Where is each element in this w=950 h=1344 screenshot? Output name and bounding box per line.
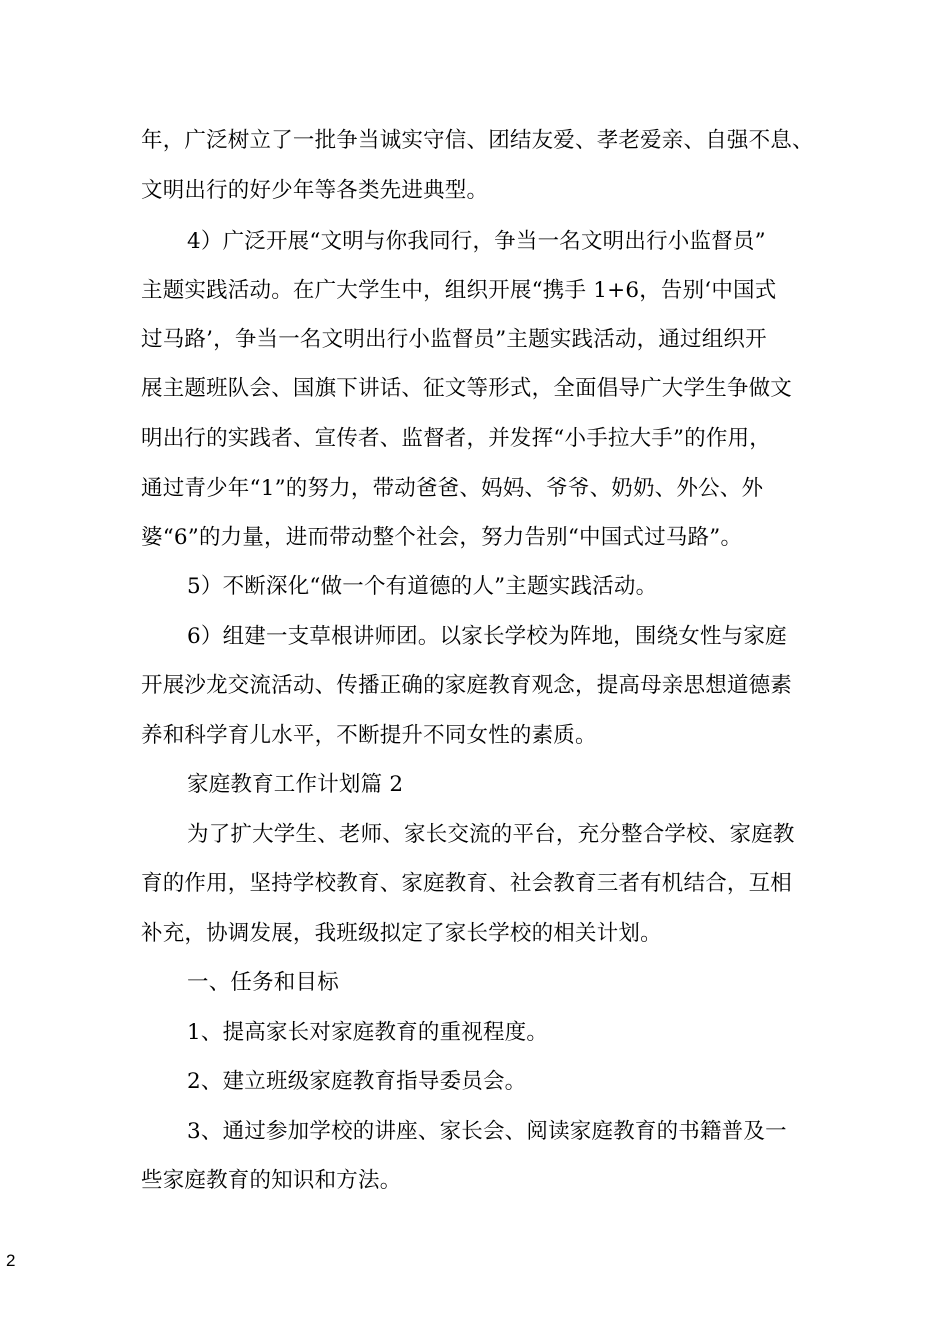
text-line: 展主题班队会、国旗下讲话、征文等形式，全面倡导广大学生争做文 (141, 376, 793, 401)
page-number: 2 (6, 1251, 16, 1270)
text-line: 3、通过参加学校的讲座、家长会、阅读家庭教育的书籍普及一 (187, 1119, 787, 1144)
text-line: 主题实践活动。在广大学生中，组织开展“携手 1+6，告别‘中国式 (141, 278, 777, 303)
text-line: 6）组建一支草根讲师团。以家长学校为阵地，围绕女性与家庭 (187, 624, 787, 649)
text-line: 些家庭教育的知识和方法。 (141, 1168, 402, 1193)
text-line: 4）广泛开展“文明与你我同行，争当一名文明出行小监督员” (187, 229, 766, 254)
text-line: 婆“6”的力量，进而带动整个社会，努力告别“中国式过马路”。 (141, 525, 743, 550)
text-line: 补充，协调发展，我班级拟定了家长学校的相关计划。 (141, 921, 662, 946)
subsection-heading: 一、任务和目标 (187, 970, 339, 995)
text-line: 2、建立班级家庭教育指导委员会。 (187, 1069, 527, 1094)
text-line: 5）不断深化“做一个有道德的人”主题实践活动。 (187, 574, 658, 599)
text-line: 为了扩大学生、老师、家长交流的平台，充分整合学校、家庭教 (187, 822, 795, 847)
text-line: 过马路’，争当一名文明出行小监督员”主题实践活动，通过组织开 (141, 327, 767, 352)
text-line: 通过青少年“1”的努力，带动爸爸、妈妈、爷爷、奶奶、外公、外 (141, 476, 764, 501)
text-line: 文明出行的好少年等各类先进典型。 (141, 178, 489, 203)
section-heading: 家庭教育工作计划篇 2 (187, 772, 404, 797)
text-line: 明出行的实践者、宣传者、监督者，并发挥“小手拉大手”的作用， (141, 426, 771, 451)
text-line: 养和科学育儿水平，不断提升不同女性的素质。 (141, 723, 597, 748)
text-line: 开展沙龙交流活动、传播正确的家庭教育观念，提高母亲思想道德素 (141, 673, 793, 698)
text-line: 年，广泛树立了一批争当诚实守信、团结友爱、孝老爱亲、自强不息、 (141, 128, 814, 153)
text-line: 育的作用，坚持学校教育、家庭教育、社会教育三者有机结合，互相 (141, 871, 793, 896)
text-line: 1、提高家长对家庭教育的重视程度。 (187, 1020, 549, 1045)
